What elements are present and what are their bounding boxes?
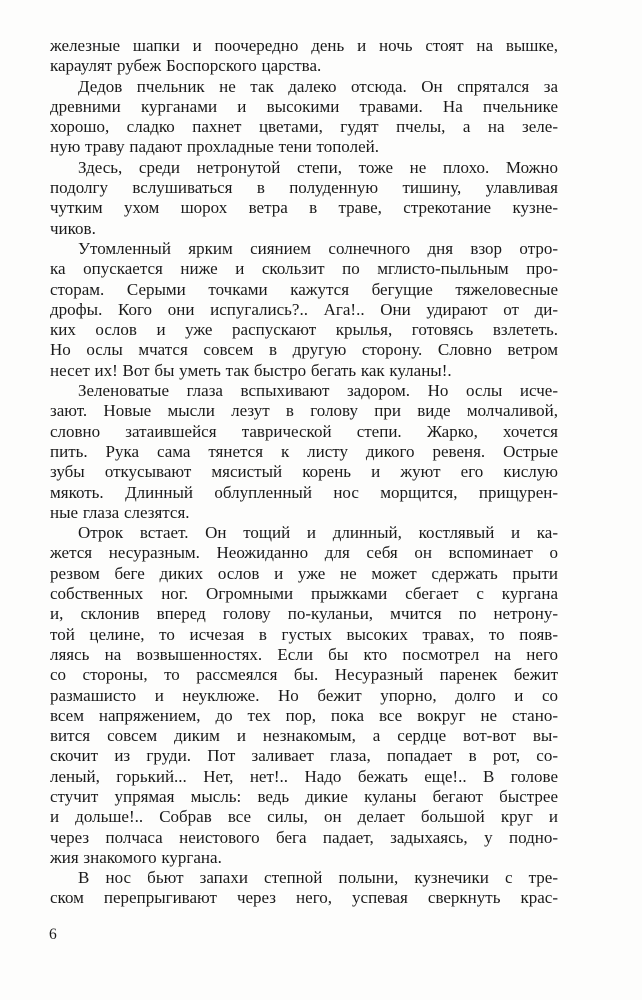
text-line: В нос бьют запахи степной полыни, кузнечики с тре-: [78, 868, 558, 888]
text-line: древними курганами и высокими травами. На пчельнике: [50, 96, 558, 116]
text-line: чиков.: [50, 218, 96, 238]
text-line: ную траву падают прохладные тени тополей.: [50, 137, 379, 157]
text-line: зубы откусывают мясистый корень и жуют его кислую: [50, 462, 558, 482]
page-text: [50, 36, 558, 909]
text-line: леный, горький... Нет, нет!.. Надо бежать еще!.. В голове: [50, 766, 558, 786]
text-line: собственных ног. Огромными прыжками сбегает с кургана: [50, 584, 558, 604]
text-line: Но ослы мчатся совсем в другую сторону. Словно ветром: [50, 340, 558, 360]
text-line: Зеленоватые глаза вспыхивают задором. Но ослы исче-: [78, 381, 558, 401]
text-line: пить. Рука сама тянется к листу дикого ревеня. Острые: [50, 441, 558, 461]
text-line: железные шапки и поочередно день и ночь стоят на вышке,: [50, 36, 558, 55]
text-line: несет их! Вот бы уметь так быстро бегать как куланы!.: [50, 360, 452, 380]
text-line: зают. Новые мысли лезут в голову при виде молчаливой,: [50, 401, 558, 421]
text-line: и, склонив вперед голову по-куланьи, мчится по нетрону-: [50, 604, 558, 624]
text-line: подолгу вслушиваться в полуденную тишину, улавливая: [50, 178, 558, 198]
text-line: через полчаса неистового бега падает, задыхаясь, у подно-: [50, 827, 558, 847]
text-line: жия знакомого кургана.: [50, 847, 222, 867]
text-line: стучит упрямая мысль: ведь дикие куланы бегают быстрее: [50, 786, 558, 806]
text-line: всем напряжением, до тех пор, пока все вокруг не стано-: [50, 705, 558, 725]
text-line: дрофы. Кого они испугались?.. Ага!.. Они удирают от ди-: [50, 299, 558, 319]
page-number: 6: [49, 926, 57, 943]
text-line: со стороны, то рассмеялся бы. Несуразный паренек бежит: [50, 665, 558, 685]
text-line: жется несуразным. Неожиданно для себя он вспоминает о: [50, 543, 558, 563]
text-line: ском перепрыгивают через него, успевая сверкнуть крас-: [50, 888, 558, 908]
text-line: Дедов пчельник не так далеко отсюда. Он спрятался за: [78, 76, 558, 96]
text-line: и дольше!.. Собрав все силы, он делает большой круг и: [50, 807, 558, 827]
text-line: сторам. Серыми точками кажутся бегущие тяжеловесные: [50, 279, 558, 299]
text-line: размашисто и неуклюже. Но бежит упорно, долго и со: [50, 685, 558, 705]
text-line: скочит из груди. Пот заливает глаза, попадает в рот, со-: [50, 746, 558, 766]
text-line: хорошо, сладко пахнет цветами, гудят пчелы, а на зеле-: [50, 117, 558, 137]
text-line: чутким ухом шорох ветра в траве, стрекотание кузне-: [50, 198, 558, 218]
text-line: Отрок встает. Он тощий и длинный, костлявый и ка-: [78, 523, 558, 543]
text-line: словно затаившейся таврической степи. Жарко, хочется: [50, 421, 558, 441]
text-line: Здесь, среди нетронутой степи, тоже не плохо. Можно: [78, 157, 558, 177]
text-line: караулят рубеж Боспорского царства.: [50, 56, 322, 76]
text-line: ких ослов и уже распускают крылья, готовясь взлететь.: [50, 320, 558, 340]
text-line: ные глаза слезятся.: [50, 502, 190, 522]
text-line: ка опускается ниже и скользит по мглисто-пыльным про-: [50, 259, 558, 279]
text-line: вится совсем диким и незнакомым, а сердце вот-вот вы-: [50, 726, 558, 746]
text-line: ляясь на возвышенностях. Если бы кто посмотрел на него: [50, 644, 558, 664]
text-line: Утомленный ярким сиянием солнечного дня взор отро-: [78, 238, 558, 258]
text-line: резвом беге диких ослов и уже не может сдержать прыти: [50, 563, 558, 583]
text-line: мякоть. Длинный облупленный нос морщится, прищурен-: [50, 482, 558, 502]
text-line: той целине, то исчезая в густых высоких травах, то появ-: [50, 624, 558, 644]
